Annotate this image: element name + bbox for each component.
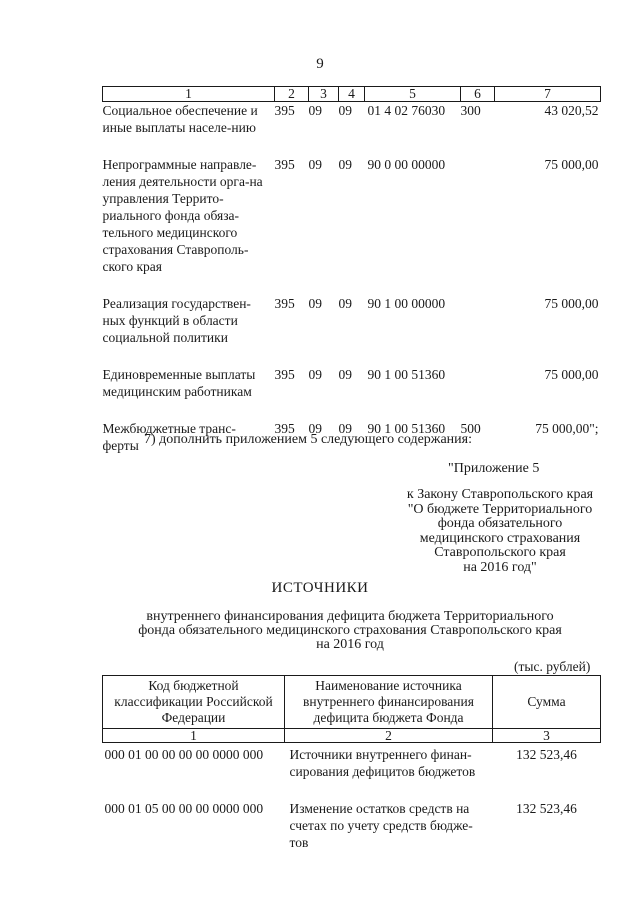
cell-col7: 75 000,00 — [544, 296, 599, 311]
financing-sources-table — [102, 675, 601, 851]
table-row — [103, 743, 601, 801]
cell-col5: 01 4 02 76030 — [367, 103, 446, 118]
annex-reference — [380, 488, 620, 575]
cell-code: 000 01 00 00 00 00 0000 000 — [104, 747, 264, 762]
cell-col2: 395 — [274, 421, 295, 436]
annex-reference-line: к Закону Ставропольского края — [406, 487, 594, 502]
cell-col3: 09 — [308, 296, 322, 311]
cell-col7: 75 000,00"; — [535, 421, 599, 436]
annex-title: "Приложение 5 — [448, 461, 540, 476]
annex-reference-line: на 2016 год" — [463, 559, 537, 575]
column-header-code: Код бюджетной классификации Российской Федерации — [103, 676, 285, 729]
table-row — [103, 102, 601, 157]
table-row — [103, 295, 601, 366]
cell-col4: 09 — [338, 296, 352, 311]
cell-col4: 09 — [338, 367, 352, 382]
cell-col3: 09 — [308, 367, 322, 382]
table-index-row — [103, 729, 601, 743]
cell-col5: 90 1 00 51360 — [367, 421, 446, 436]
budget-expenses-table — [102, 86, 601, 454]
column-header: 3 — [309, 87, 339, 102]
table-header-row — [103, 676, 601, 729]
cell-col6: 300 — [460, 103, 481, 118]
cell-sum: 132 523,46 — [516, 801, 577, 816]
cell-col7: 75 000,00 — [544, 367, 599, 382]
row-name: Единовременные выплаты медицинским работникам — [102, 367, 256, 399]
cell-col7: 43 020,52 — [544, 103, 599, 118]
cell-col6 — [461, 295, 495, 366]
cell-col2: 395 — [274, 103, 295, 118]
cell-col5: 90 1 00 00000 — [367, 296, 446, 311]
table-row — [103, 156, 601, 295]
row-name: Реализация государствен-ных функций в области социальной политики — [102, 296, 251, 345]
cell-col2: 395 — [274, 367, 295, 382]
row-name: Непрограммные направле-ления деятельности орга-на управления Террито-риального фонда обяза-тельного медицинского страхования Ставрополь-ского края — [102, 157, 263, 274]
document-subtitle-line: внутреннего финансирования дефицита бюджета Территориального — [146, 609, 554, 624]
cell-col5: 90 1 00 51360 — [367, 367, 446, 382]
cell-name: Изменение остатков средств на счетах по учету средств бюдже-тов — [289, 801, 473, 850]
cell-col6: 500 — [460, 421, 481, 436]
cell-col4: 09 — [338, 421, 352, 436]
column-header-name: Наименование источника внутреннего финансирования дефицита бюджета Фонда — [285, 676, 493, 729]
document-subtitle-line: на 2016 год — [316, 637, 384, 652]
cell-code: 000 01 05 00 00 00 0000 000 — [104, 801, 264, 816]
cell-col2: 395 — [274, 157, 295, 172]
annex-reference-line: медицинского страхования — [419, 530, 581, 546]
units-label: (тыс. рублей) — [514, 659, 591, 674]
column-index: 3 — [493, 729, 601, 743]
cell-col5: 90 0 00 00000 — [367, 157, 446, 172]
column-header: 5 — [365, 87, 461, 102]
table-row — [103, 366, 601, 420]
column-header-sum: Сумма — [493, 676, 601, 729]
amendment-instruction: 7) дополнить приложением 5 следующего содержания: — [144, 432, 472, 447]
document-subtitle — [0, 610, 640, 652]
cell-col3: 09 — [308, 421, 322, 436]
column-header: 4 — [339, 87, 365, 102]
cell-col6 — [461, 366, 495, 420]
cell-col6 — [461, 156, 495, 295]
cell-sum: 132 523,46 — [516, 747, 577, 762]
row-name: Социальное обеспечение и иные выплаты населе-нию — [102, 103, 258, 135]
row-name: Межбюджетные транс-ферты — [102, 421, 236, 453]
cell-col2: 395 — [274, 296, 295, 311]
column-header: 7 — [495, 87, 601, 102]
column-header: 2 — [275, 87, 309, 102]
table-row — [103, 800, 601, 851]
document-title: ИСТОЧНИКИ — [271, 580, 369, 596]
cell-col4: 09 — [338, 157, 352, 172]
cell-name: Источники внутреннего финан-сирования дефицитов бюджетов — [289, 747, 476, 779]
column-header: 1 — [103, 87, 275, 102]
cell-col7: 75 000,00 — [544, 157, 599, 172]
annex-reference-line: "О бюджете Территориального — [407, 501, 593, 517]
document-subtitle-line: фонда обязательного медицинского страхования Ставропольского края — [138, 623, 562, 638]
table-header-row — [103, 87, 601, 102]
column-index: 2 — [285, 729, 493, 743]
cell-col3: 09 — [308, 103, 322, 118]
cell-col4: 09 — [338, 103, 352, 118]
page-number: 9 — [316, 56, 324, 72]
column-index: 1 — [103, 729, 285, 743]
cell-col3: 09 — [308, 157, 322, 172]
annex-reference-line: Ставропольского края — [434, 545, 566, 560]
annex-reference-line: фонда обязательного — [437, 516, 563, 531]
column-header: 6 — [461, 87, 495, 102]
